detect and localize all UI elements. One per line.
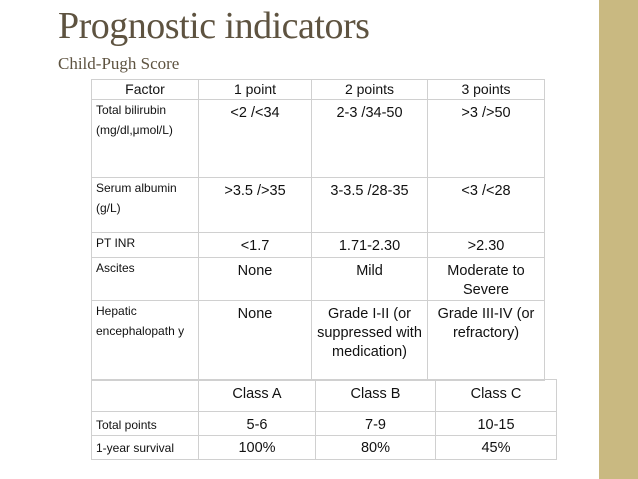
accent-bar xyxy=(599,0,638,479)
value-cell: 5-6 xyxy=(199,412,316,436)
value-cell: None xyxy=(199,301,312,381)
factor-cell: Total bilirubin (mg/dl,μmol/L) xyxy=(92,100,199,178)
value-cell: 1.71-2.30 xyxy=(312,233,428,258)
child-pugh-class-table xyxy=(91,379,557,460)
header-class-b: Class B xyxy=(316,380,436,412)
value-cell: 3-3.5 /28-35 xyxy=(312,178,428,233)
table-row xyxy=(92,233,545,258)
value-cell: 80% xyxy=(316,436,436,460)
factor-cell: Hepatic encephalopath y xyxy=(92,301,199,381)
table-row xyxy=(92,436,557,460)
value-cell: Moderate to Severe xyxy=(428,258,545,301)
header-class-a: Class A xyxy=(199,380,316,412)
value-cell: 45% xyxy=(436,436,557,460)
value-cell: 2-3 /34-50 xyxy=(312,100,428,178)
factor-cell: Ascites xyxy=(92,258,199,301)
value-cell: >3.5 />35 xyxy=(199,178,312,233)
factor-cell: Serum albumin (g/L) xyxy=(92,178,199,233)
value-cell: Grade I-II (or suppressed with medication) xyxy=(312,301,428,381)
header-factor: Factor xyxy=(92,80,199,100)
value-cell: None xyxy=(199,258,312,301)
value-cell: <1.7 xyxy=(199,233,312,258)
value-cell: Mild xyxy=(312,258,428,301)
slide-title: Prognostic indicators xyxy=(58,5,370,47)
header-2-points: 2 points xyxy=(312,80,428,100)
value-cell: <2 /<34 xyxy=(199,100,312,178)
header-1-point: 1 point xyxy=(199,80,312,100)
value-cell: 10-15 xyxy=(436,412,557,436)
table-row xyxy=(92,301,545,381)
value-cell: >3 />50 xyxy=(428,100,545,178)
table-row xyxy=(92,258,545,301)
value-cell: 100% xyxy=(199,436,316,460)
value-cell: >2.30 xyxy=(428,233,545,258)
child-pugh-points-table xyxy=(91,79,545,381)
table-header-row xyxy=(92,80,545,100)
row-label: 1-year survival xyxy=(92,436,199,460)
row-label: Total points xyxy=(92,412,199,436)
factor-cell: PT INR xyxy=(92,233,199,258)
table-row xyxy=(92,100,545,178)
slide-subtitle: Child-Pugh Score xyxy=(58,54,180,73)
header-class-c: Class C xyxy=(436,380,557,412)
table-row xyxy=(92,412,557,436)
class-header-empty xyxy=(92,380,199,412)
value-cell: Grade III-IV (or refractory) xyxy=(428,301,545,381)
header-3-points: 3 points xyxy=(428,80,545,100)
value-cell: 7-9 xyxy=(316,412,436,436)
class-header-row xyxy=(92,380,557,412)
value-cell: <3 /<28 xyxy=(428,178,545,233)
table-row xyxy=(92,178,545,233)
